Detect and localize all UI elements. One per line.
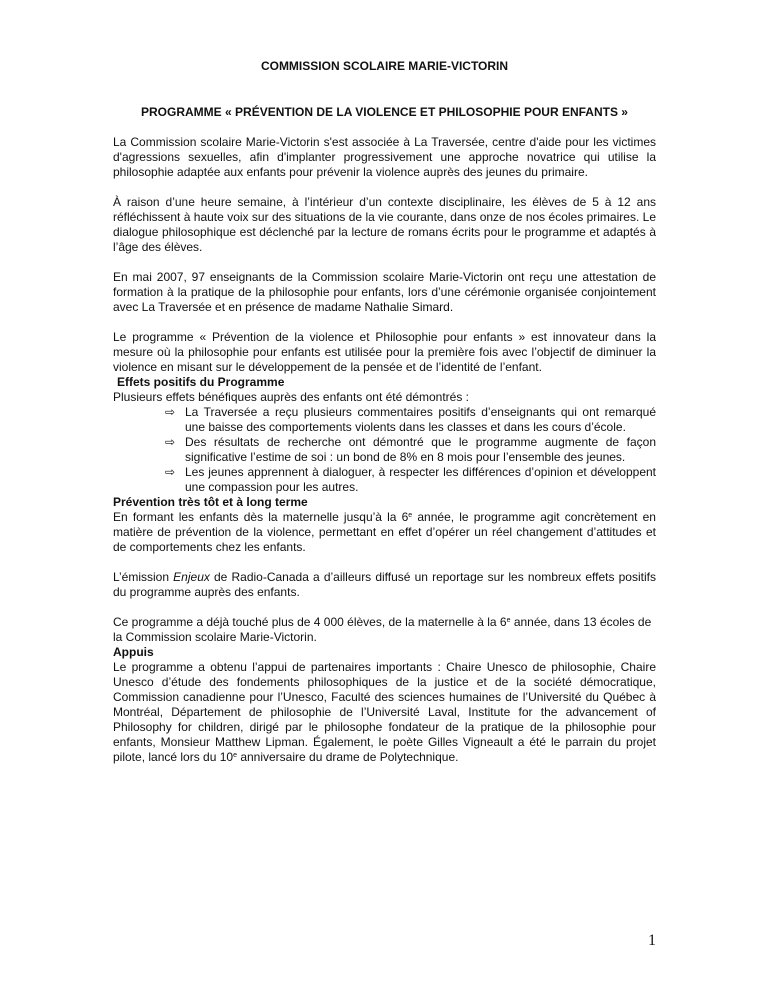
intro-paragraph-4: Le programme « Prévention de la violence et Philosophie pour enfants » est innovateur dans la mesure où la philosophie pour enfants est utilisée pour la première fois avec l’objectif de diminuer la violence en misant sur le développement de la pensée et de l’identité de l’enfant. bbox=[113, 330, 656, 374]
intro-paragraph-3: En mai 2007, 97 enseignants de la Commission scolaire Marie-Victorin ont reçu une attestation de formation à la pratique de la philosophie pour enfants, lors d’une cérémonie organisée conjointement avec La Traversée et en présence de madame Nathalie Simard. bbox=[113, 270, 656, 314]
prevention-text-a: En formant les enfants dès la maternelle jusqu’à la 6 bbox=[113, 510, 409, 524]
page-number: 1 bbox=[648, 932, 656, 949]
intro-paragraph-1: La Commission scolaire Marie-Victorin s'est associée à La Traversée, centre d'aide pour les victimes d'agressions sexuelles, afin d'implanter progressivement une approche novatrice qui utilise la philosophie adaptée aux enfants pour prévenir la violence auprès des jeunes du primaire. bbox=[113, 135, 656, 179]
prevention-paragraph bbox=[113, 510, 656, 555]
intro-paragraph-2: À raison d’une heure semaine, à l’intérieur d’un contexte disciplinaire, les élèves de 5 à 12 ans réfléchissent à haute voix sur des situations de la vie courante, dans onze de nos écoles primaires. Le dialogue philosophique est déclenché par la lecture de romans écrits pour le programme et adaptés à l’âge des élèves. bbox=[113, 195, 656, 254]
effets-list bbox=[113, 405, 656, 495]
appuis-paragraph bbox=[113, 660, 656, 765]
organization-title: COMMISSION SCOLAIRE MARIE-VICTORIN bbox=[260, 59, 509, 73]
appuis-heading: Appuis bbox=[113, 645, 154, 659]
effets-lead: Plusieurs effets bénéfiques auprès des enfants ont été démontrés : bbox=[113, 390, 470, 404]
appuis-text-a: Le programme a obtenu l’appui de partenaires importants : Chaire Unesco de philosophie, Chaire Unesco d’étude des fondements philosophiques de la justice et de la société démocratique, Commission canadienne pour l’Unesco, Faculté des sciences humaines de l’Université du Québec à Montréal, Département de philosophie de l’Université Laval, Institute for the advancement of Philosophy for children, dirigé par le philosophe fondateur de la pratique de la philosophie pour enfants, Monsieur Matthew Lipman. Également, le poète Gilles Vigneault a été le parrain du projet pilote, lancé lors du 10 bbox=[113, 660, 656, 764]
list-item-text: Des résultats de recherche ont démontré que le programme augmente de façon significative l’estime de soi : un bond de 8% en 8 mois pour l’ensemble des jeunes. bbox=[185, 435, 656, 464]
reach-text-a: Ce programme a déjà touché plus de 4 000 élèves, de la maternelle à la 6 bbox=[113, 615, 507, 629]
list-item-text: La Traversée a reçu plusieurs commentaires positifs d’enseignants qui ont remarqué une baisse des comportements violents dans les classes et dans les cours d’école. bbox=[185, 405, 656, 434]
prevention-heading: Prévention très tôt et à long terme bbox=[113, 495, 308, 509]
reach-paragraph bbox=[113, 615, 656, 645]
reach-text-b: année, dans 13 écoles de la Commission scolaire Marie-Victorin. bbox=[113, 615, 652, 644]
emission-title: Enjeux bbox=[173, 570, 210, 584]
arrow-right-outline-icon: ⇨ bbox=[165, 405, 176, 419]
emission-text-a: L’émission bbox=[113, 570, 174, 584]
appuis-text-b: anniversaire du drame de Polytechnique. bbox=[236, 750, 459, 764]
emission-paragraph bbox=[113, 570, 656, 600]
list-item bbox=[165, 435, 656, 465]
prevention-text-b: année, le programme agit concrètement en matière de prévention de la violence, permettant en effet d’opérer un réel changement d’attitudes et de comportements chez les enfants. bbox=[113, 510, 656, 554]
list-item bbox=[165, 465, 656, 495]
list-item bbox=[165, 405, 656, 435]
arrow-right-outline-icon: ⇨ bbox=[165, 465, 176, 479]
effets-heading: Effets positifs du Programme bbox=[117, 375, 285, 389]
superscript: e bbox=[408, 512, 413, 519]
arrow-right-outline-icon: ⇨ bbox=[165, 435, 176, 449]
superscript: e bbox=[233, 752, 237, 759]
list-item-text: Les jeunes apprennent à dialoguer, à respecter les différences d’opinion et développent une compassion pour les autres. bbox=[185, 465, 656, 494]
emission-text-b: de Radio-Canada a d’ailleurs diffusé un reportage sur les nombreux effets positifs du programme auprès des enfants. bbox=[113, 570, 656, 599]
superscript: e bbox=[506, 617, 511, 624]
program-title: PROGRAMME « PRÉVENTION DE LA VIOLENCE ET PHILOSOPHIE POUR ENFANTS » bbox=[141, 105, 628, 119]
